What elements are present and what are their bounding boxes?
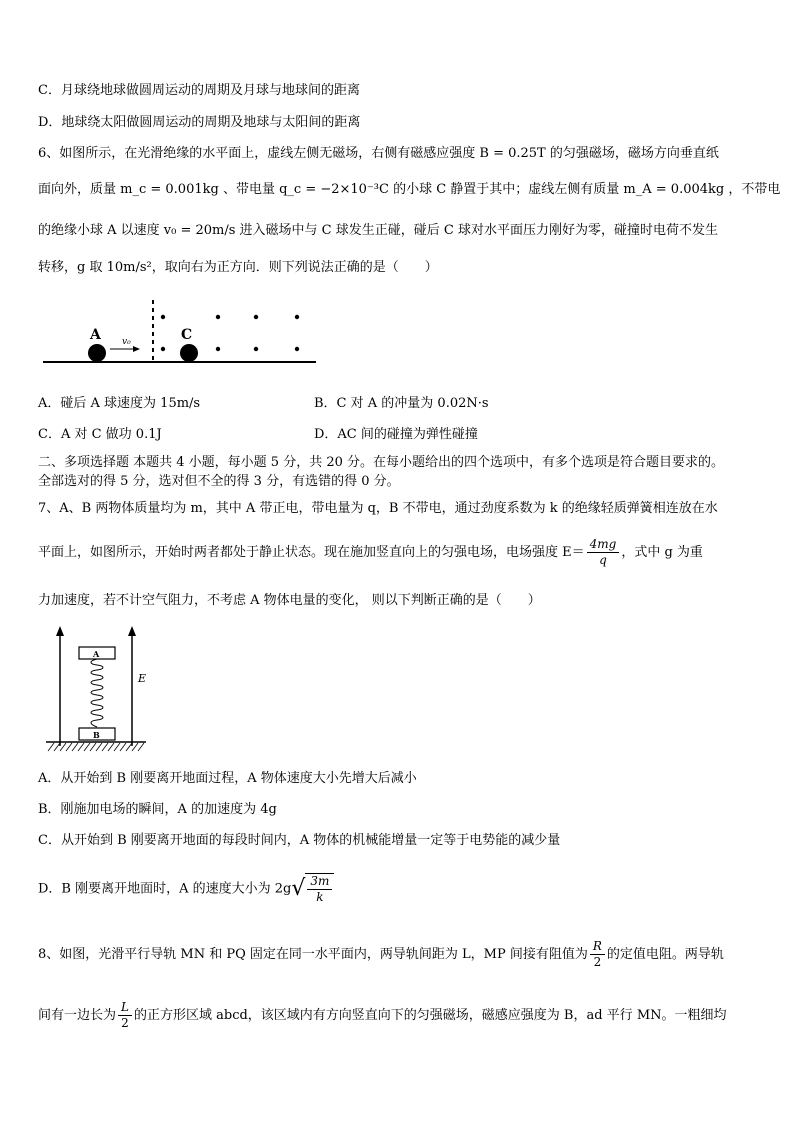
ball-a: [88, 344, 106, 362]
sqrt-expression: √ $\frac{3m}{k}$: [291, 873, 334, 905]
q6-figure: [38, 296, 328, 371]
section2-line1: 二、多项选择题 本题共 4 小题，每小题 5 分，共 20 分。在每小题给出的四个选项中，有多个选项是符合题目要求的。: [38, 455, 725, 470]
q6-option-d: D．AC 间的碰撞为弹性碰撞: [314, 427, 478, 442]
q7-option-c: C．从开始到 B 刚要离开地面的每段时间内，A 物体的机械能增量一定等于电势能的减少量: [38, 833, 561, 848]
field-fraction: $\frac{4mg}{q}$: [587, 537, 620, 568]
q7-line3: 力加速度，若不计空气阻力，不考虑 A 物体电量的变化， 则以下判断正确的是（ ）: [38, 593, 541, 608]
q7-option-d: D．B 刚要离开地面时，A 的速度大小为 2g√ $\frac{3m}{k}$: [38, 873, 334, 905]
section2-line2: 全部选对的得 5 分，选对但不全的得 3 分，有选错的得 0 分。: [38, 474, 400, 489]
q6-line4: 转移，g 取 10m/s²，取向右为正方向．则下列说法正确的是（ ）: [38, 260, 438, 275]
q7-option-a: A．从开始到 B 刚要离开地面过程，A 物体速度大小先增大后减小: [38, 771, 417, 786]
side-fraction: $\frac{L}{2}$: [118, 1000, 132, 1031]
block-a-label: A: [93, 649, 100, 659]
block-b-label: B: [93, 730, 100, 740]
label-c: C: [181, 327, 193, 343]
q6-line1: 6、如图所示，在光滑绝缘的水平面上，虚线左侧无磁场，右侧有磁感应强度 B = 0.25T 的匀强磁场，磁场方向垂直纸: [38, 146, 719, 161]
q6-line2: 面向外，质量 m_c = 0.001kg 、带电量 q_c = −2×10⁻³C 的小球 C 静置于其中；虚线左侧有质量 m_A = 0.004kg ，不带电: [38, 182, 781, 197]
q6-option-a: A．碰后 A 球速度为 15m/s: [38, 396, 201, 411]
q6-option-c: C．A 对 C 做功 0.1J: [38, 427, 162, 442]
q6-line3: 的绝缘小球 A 以速度 v₀ = 20m/s 进入磁场中与 C 球发生正碰，碰后 C 球对水平面压力刚好为零，碰撞时电荷不发生: [38, 223, 718, 238]
q7-figure: [42, 624, 162, 758]
spring: [91, 659, 103, 727]
q7-option-b: B．刚施加电场的瞬间，A 的加速度为 4g: [38, 802, 277, 817]
label-v0: v₀: [122, 337, 131, 347]
q8-line1: 8、如图，光滑平行导轨 MN 和 PQ 固定在同一水平面内，两导轨间距为 L，MP 间接有阻值为 $\frac{R}{2}$ 的定值电阻。两导轨: [38, 939, 724, 969]
q7-line2: 平面上，如图所示，开始时两者都处于静止状态。现在施加竖直向上的匀强电场，电场强度 E＝ $\frac{4mg}{q}$ ，式中 g 为重: [38, 537, 703, 567]
q7-line1: 7、A、B 两物体质量均为 m，其中 A 带正电，带电量为 q，B 不带电，通过劲度系数为 k 的绝缘轻质弹簧相连放在水: [38, 501, 718, 516]
label-e: E: [138, 672, 147, 685]
q6-option-b: B．C 对 A 的冲量为 0.02N·s: [314, 396, 489, 411]
label-a: A: [90, 327, 101, 343]
option-d-prev: D．地球绕太阳做圆周运动的周期及地球与太阳间的距离: [38, 115, 361, 130]
option-c-prev: C．月球绕地球做圆周运动的周期及月球与地球间的距离: [38, 83, 360, 98]
resistance-fraction: $\frac{R}{2}$: [590, 939, 605, 970]
ball-c: [180, 344, 198, 362]
q8-line2: 间有一边长为 $\frac{L}{2}$ 的正方形区域 abcd，该区域内有方向竖直向下的匀强磁场，磁感应强度为 B，ad 平行 MN。一粗细均: [38, 1000, 727, 1030]
